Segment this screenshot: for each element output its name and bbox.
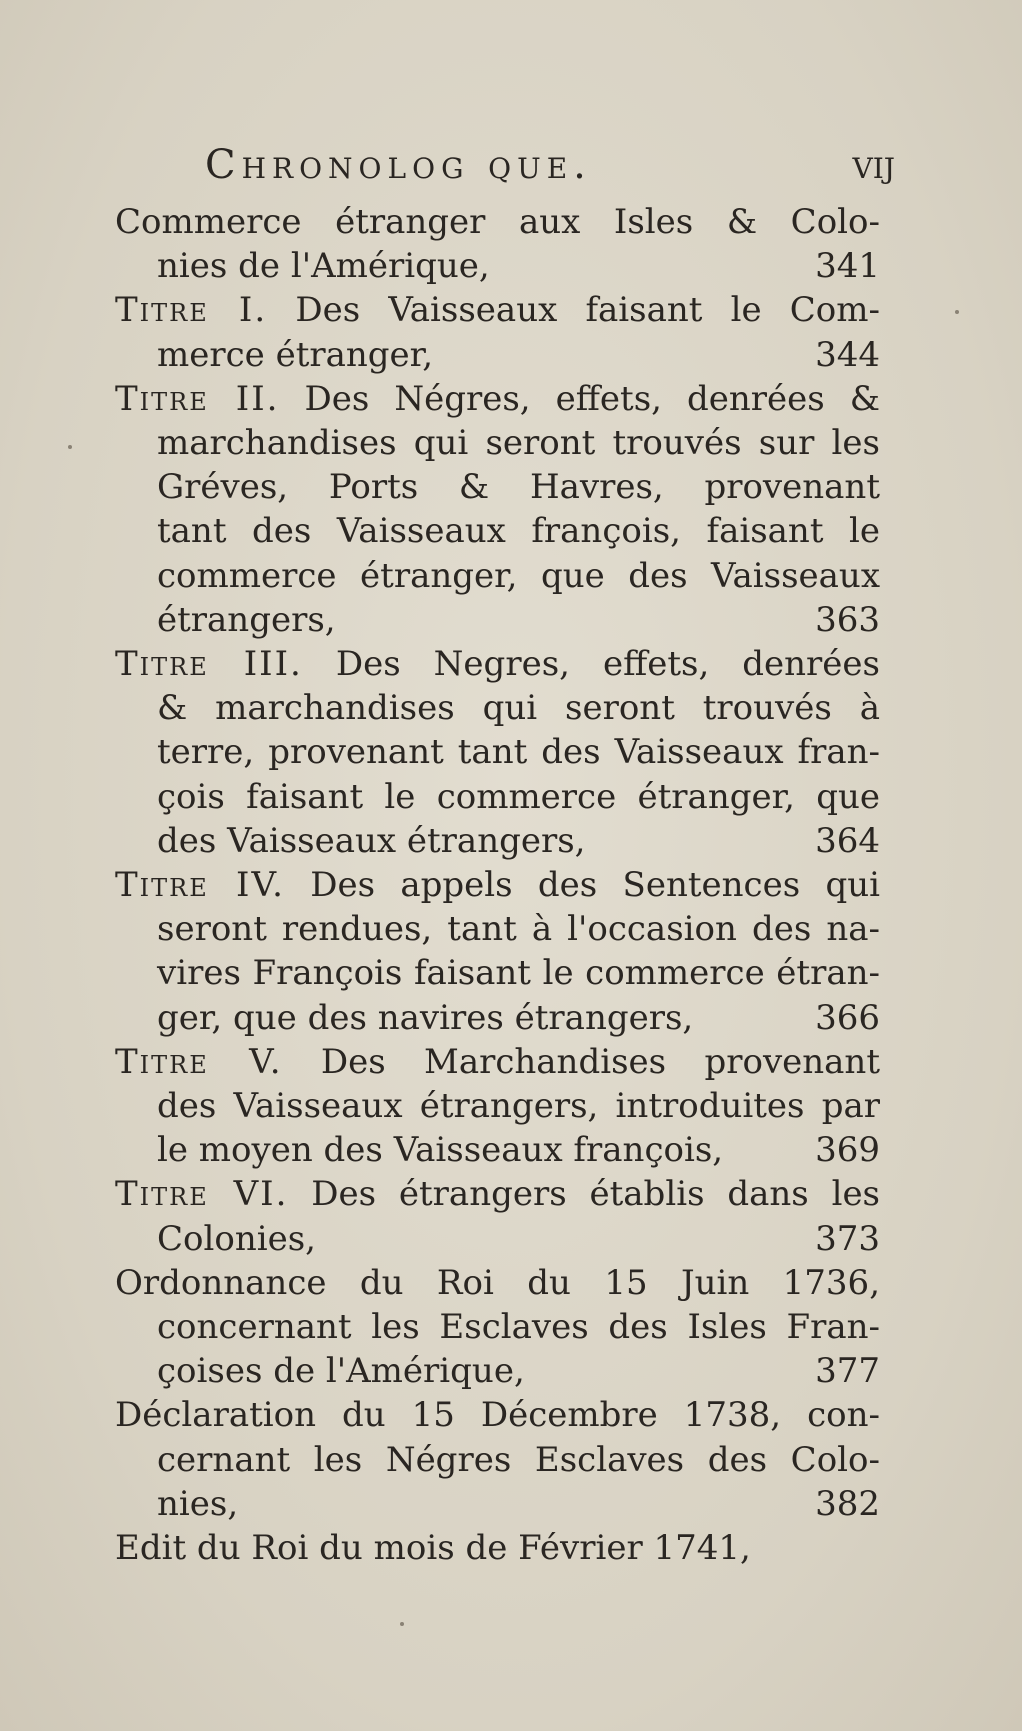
toc-entry-text: Des Negres, effets, denrées [302,644,880,684]
toc-entry-line [157,686,880,730]
toc-entry-line [157,1217,880,1261]
paper-speck [400,1622,404,1626]
titre-heading: Titre IV. [115,865,285,905]
toc-entry-text: concernant les Esclaves des Isles Fran- [157,1307,880,1347]
toc-entry-text: vires François faisant le commerce étran- [157,953,880,993]
toc-page-number: 341 [815,246,880,286]
toc-entry-line [157,465,880,509]
toc-page-number: 369 [815,1130,880,1170]
toc-entry-text: ger, que des navires étrangers, [157,998,694,1038]
toc-entry-line [157,1438,880,1482]
toc-entry-line [157,775,880,819]
toc-entry-line [157,907,880,951]
titre-heading: Titre III. [115,644,303,684]
toc-entry-line [157,333,880,377]
toc-entry-text: Des Négres, effets, denrées & [279,379,880,419]
toc-entry-line [157,554,880,598]
toc-entry-text: seront rendues, tant à l'occasion des na- [157,909,880,949]
toc-page-number: 373 [815,1219,880,1259]
toc-page-number: 366 [815,998,880,1038]
toc-entry-text: çoises de l'Amérique, [157,1351,525,1391]
toc-entry-line [157,509,880,553]
toc-page-number: 364 [815,821,880,861]
running-title: Chronolog que. [205,142,592,188]
toc-entry-first-line [115,377,880,421]
titre-heading: Titre II. [115,379,280,419]
toc-entry-first-line [115,288,880,332]
titre-heading: Titre V. [115,1042,283,1082]
titre-heading: Titre VI. [115,1174,289,1214]
toc-entry-first-line [115,200,880,244]
toc-entry-first-line [115,1393,880,1437]
toc-entry-first-line [115,1040,880,1084]
toc-entry-text: Colonies, [157,1219,316,1259]
toc-entry-text: çois faisant le commerce étranger, que [157,777,880,817]
toc-page-number: 363 [815,600,880,640]
toc-entry-line [157,421,880,465]
toc-page-number: 344 [815,335,880,375]
toc-entry-text: le moyen des Vaisseaux françois, [157,1130,724,1170]
toc-entry-text: cernant les Négres Esclaves des Colo- [157,1440,880,1480]
toc-entry-text: Gréves, Ports & Havres, provenant [157,467,880,507]
toc-entry-line [157,1084,880,1128]
toc-entry-text: & marchandises qui seront trouvés à [157,688,880,728]
toc-entry-text: Edit du Roi du mois de Février 1741, [115,1528,751,1568]
toc-entry-line [157,951,880,995]
toc-entry-first-line [115,863,880,907]
toc-entry-text: marchandises qui seront trouvés sur les [157,423,880,463]
toc-entry-line [157,1305,880,1349]
titre-heading: Titre I. [115,290,268,330]
toc-entry-text: Des Vaisseaux faisant le Com- [267,290,880,330]
toc-entry-line [157,996,880,1040]
page-number: vij [852,142,895,188]
toc-entry-first-line [115,1261,880,1305]
toc-entry-text: terre, provenant tant des Vaisseaux fran- [157,732,880,772]
toc-entry-line [157,1482,880,1526]
toc-entry-text: Des étrangers établis dans les [288,1174,881,1214]
toc-entry-line [157,598,880,642]
toc-entry-text: nies de l'Amérique, [157,246,490,286]
toc-entry-text: Ordonnance du Roi du 15 Juin 1736, [115,1263,880,1303]
toc-entry-text: étrangers, [157,600,336,640]
toc-entry-line [157,1128,880,1172]
toc-page-number: 377 [815,1351,880,1391]
toc-entry-text: des Vaisseaux étrangers, [157,821,586,861]
toc-entry-text: Déclaration du 15 Décembre 1738, con- [115,1395,880,1435]
toc-entry-text: Des Marchandises provenant [282,1042,880,1082]
toc-entry-text: merce étranger, [157,335,434,375]
toc-entry-text: des Vaisseaux étrangers, introduites par [157,1086,880,1126]
toc-entry-line [157,730,880,774]
toc-entry-first-line [115,1172,880,1216]
toc-entry-text: Des appels des Sentences qui [284,865,880,905]
toc-entry-line [157,244,880,288]
toc-entry-text: commerce étranger, que des Vaisseaux [157,556,880,596]
toc-entry-text: Commerce étranger aux Isles & Colo- [115,202,880,242]
toc-entry-first-line [115,642,880,686]
paper-speck [955,310,959,314]
toc-entry-line [157,1349,880,1393]
toc-page-number: 382 [815,1484,880,1524]
toc-entry-line [157,819,880,863]
toc-entry-first-line [115,1526,880,1570]
paper-speck [68,445,72,449]
toc-entry-text: tant des Vaisseaux françois, faisant le [157,511,880,551]
toc-entry-text: nies, [157,1484,239,1524]
